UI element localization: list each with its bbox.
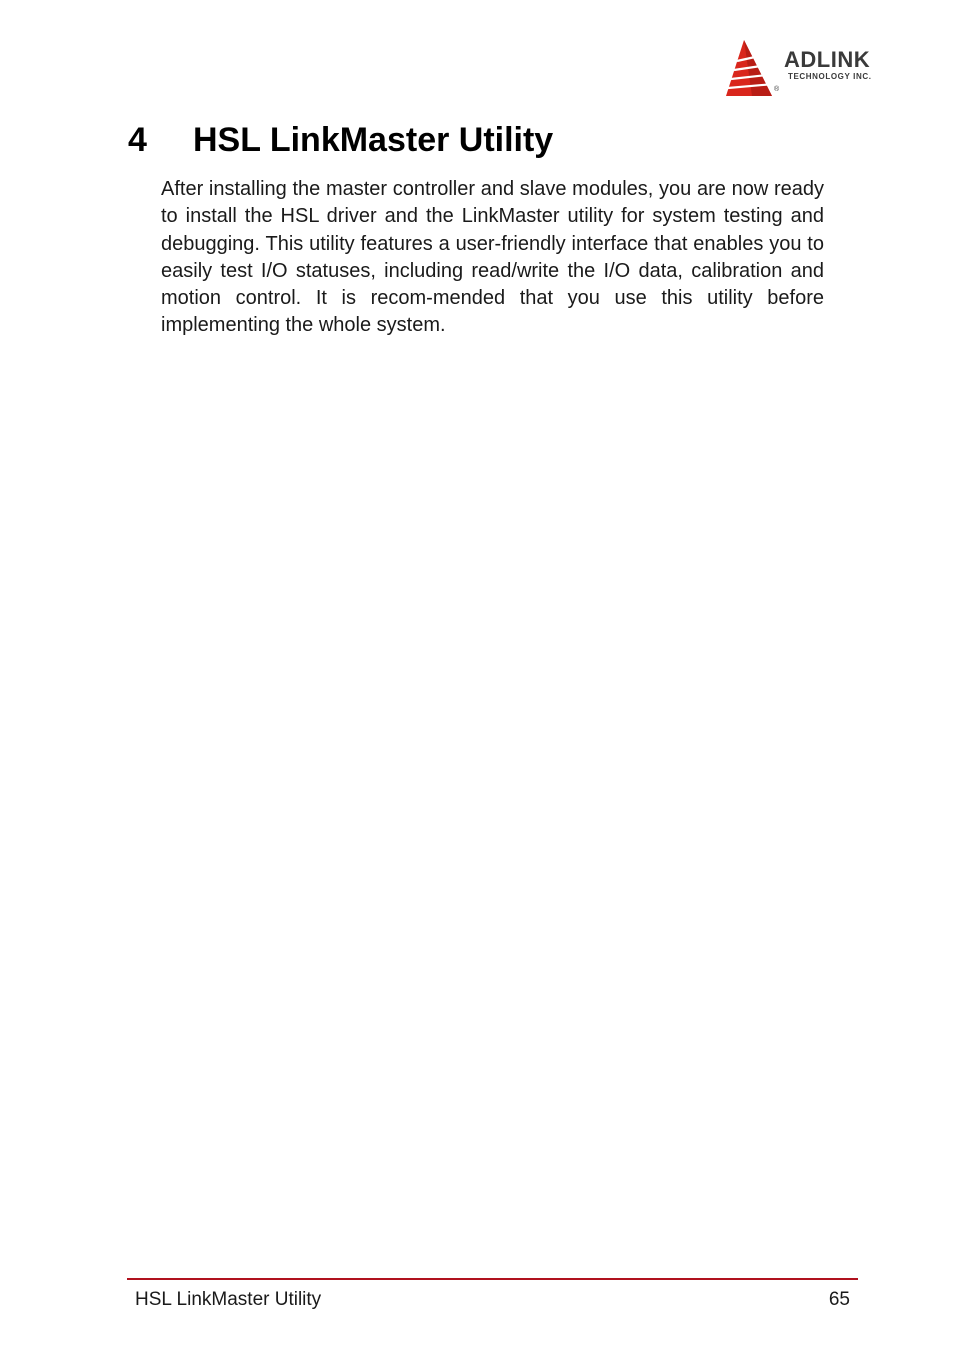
chapter-heading: [128, 119, 553, 161]
intro-paragraph: After installing the master controller and slave modules, you are now ready to install the HSL driver and the LinkMaster utility for system testing and debugging. This utility features a user-friendly interface that enables you to easily test I/O statuses, including read/write the I/O data, calibration and motion control. It is recom-mended that you use this utility before implementing the whole system.: [161, 178, 824, 337]
registered-mark: ®: [774, 86, 780, 93]
logo-wordmark: ADLINK: [784, 47, 871, 72]
logo-tagline: TECHNOLOGY INC.: [788, 72, 872, 81]
chapter-number: 4: [128, 121, 147, 159]
footer-divider: [127, 1278, 858, 1280]
adlink-pyramid-icon: [722, 38, 782, 98]
chapter-title: HSL LinkMaster Utility: [193, 121, 554, 159]
company-logo: [722, 38, 912, 100]
page-number: 65: [828, 1289, 850, 1310]
footer-title: HSL LinkMaster Utility: [135, 1289, 322, 1310]
